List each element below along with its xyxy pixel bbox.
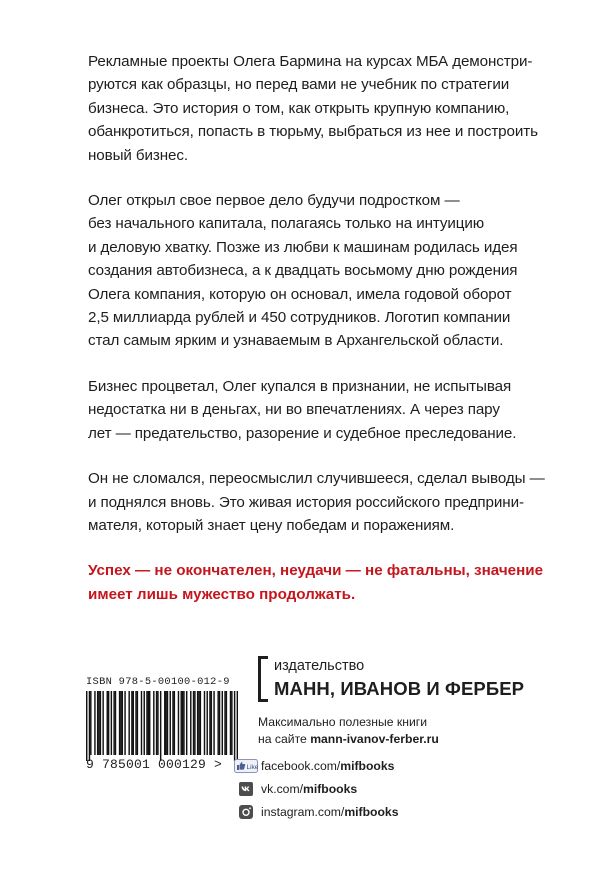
barcode-bar xyxy=(193,691,194,755)
barcode-bar xyxy=(149,691,150,755)
barcode-bar xyxy=(219,691,220,755)
barcode-bar xyxy=(100,691,101,755)
barcode-bar xyxy=(230,691,231,755)
barcode-bar xyxy=(153,691,154,755)
paragraph-2: Олег открыл свое первое дело будучи подростком — без начального капитала, полагаясь только на интуицию и деловую хватку. Позже из любви к машинам родилась идея создания автобизнеса, а к двадцать восьмому дню рождения Олега компания, которую он основал, имела годовой оборот 2,5 миллиарда рублей и 450 сотрудников. Логотип компании стал самым ярким и узнаваемым в Архангельской области. xyxy=(88,192,518,350)
barcode-bar xyxy=(137,691,138,755)
barcode-bar xyxy=(172,691,173,755)
barcode-bar xyxy=(194,691,195,755)
barcode-bars xyxy=(86,691,238,761)
barcode-bar xyxy=(111,691,112,755)
barcode-bar xyxy=(237,691,238,761)
barcode-bar xyxy=(108,691,109,755)
barcode-bar xyxy=(204,691,205,755)
barcode-bar xyxy=(98,691,99,755)
barcode-bar xyxy=(90,691,91,755)
barcode-bar xyxy=(156,691,157,755)
vk-icon xyxy=(234,782,258,799)
barcode-bar xyxy=(86,691,87,761)
svg-text:Like: Like xyxy=(246,764,258,771)
barcode-bar xyxy=(124,691,125,755)
barcode-bar xyxy=(197,691,198,755)
barcode-bar xyxy=(224,691,225,755)
barcode-digits: 9 785001 000129 > xyxy=(86,757,223,772)
barcode-bar xyxy=(144,691,145,755)
barcode-bar xyxy=(122,691,123,755)
barcode-bar xyxy=(217,691,218,755)
barcode-bar xyxy=(222,691,223,755)
publisher-desc-line2: на сайте mann-ivanov-ferber.ru xyxy=(258,732,439,746)
barcode-bar xyxy=(94,691,95,755)
barcode-bar xyxy=(157,691,158,755)
barcode-bar xyxy=(119,691,120,755)
barcode-bar xyxy=(141,691,142,755)
barcode-bar xyxy=(211,691,212,755)
publisher-name: МАНН, ИВАНОВ И ФЕРБЕР xyxy=(274,678,525,699)
barcode-bar xyxy=(128,691,129,755)
barcode-bar xyxy=(148,691,149,755)
bracket-mark xyxy=(258,656,268,702)
publisher-label: издательство xyxy=(274,658,365,674)
barcode-bar xyxy=(209,691,210,755)
highlight-quote: Успех — не окончателен, неудачи — не фатальны, значение имеет лишь мужество продолжать. xyxy=(88,562,544,603)
barcode-bar xyxy=(182,691,183,755)
barcode-bar xyxy=(133,691,134,755)
barcode-bar xyxy=(89,691,90,761)
barcode-bar xyxy=(170,691,171,755)
barcode-bar xyxy=(146,691,147,755)
publisher-site-link[interactable]: mann-ivanov-ferber.ru xyxy=(310,732,439,746)
barcode-bar xyxy=(160,691,161,761)
instagram-icon xyxy=(234,805,258,822)
barcode-bar xyxy=(135,691,136,755)
barcode-bar xyxy=(198,691,199,755)
barcode-bar xyxy=(165,691,166,755)
barcode-bar xyxy=(131,691,132,755)
barcode-bar xyxy=(174,691,175,755)
barcode-bar xyxy=(120,691,121,755)
barcode-bar xyxy=(200,691,201,755)
paragraph-4: Он не сломался, переосмыслил случившееся, сделал выводы — и поднялся вновь. Это живая история российского предприни- мателя, который знает цену победам и поражениям. xyxy=(88,470,545,534)
barcode-bar xyxy=(231,691,232,755)
barcode-bar xyxy=(180,691,181,755)
barcode-bar xyxy=(115,691,116,755)
barcode-bar xyxy=(164,691,165,755)
barcode-bar xyxy=(234,691,235,761)
paragraph-1: Рекламные проекты Олега Бармина на курсах МБА демонстри- руются как образцы, но перед вами не учебник по стратегии бизнеса. Это история о том, как открыть крупную компанию, обанкротиться, попасть в тюрьму, выбраться из нее и построить новый бизнес. xyxy=(88,53,538,164)
publisher-description xyxy=(258,714,439,748)
paragraph-3: Бизнес процветал, Олег купался в признании, не испытывая недостатка ни в деньгах, ни во впечатлениях. А через пару лет — предательство, разорение и судебное преследование. xyxy=(88,377,517,442)
publisher-desc-line1: Максимально полезные книги xyxy=(258,715,428,729)
barcode-bar xyxy=(102,691,103,755)
book-back-cover: Рекламные проекты Олега Бармина на курсах МБА демонстри- руются как образцы, но перед вами не учебник по стратегии бизнеса. Это история о том, как открыть крупную компанию, обанкротиться, попасть в тюрьму, выбраться из нее и построить новый бизнес. Олег открыл свое первое дело будучи подростком — без начального капитала, полагаясь только на интуицию и деловую хватку. Позже из любви к машинам родилась идея создания автобизнеса, а к двадцать восьмому дню рождения Олега компания, которую он основал, имела годовой оборот 2,5 миллиарда рублей и 450 сотрудников. Логотип компании стал самым ярким и узнаваемым в Архангельской области. Бизнес процветал, Олег купался в признании, не испытывая недостатка ни в деньгах, ни во впечатлениях. А через пару лет — предательство, разорение и судебное преследование. Он не сломался, переосмыслил случившееся, сделал выводы — и поднялся вновь. Это живая история российского предприни- мателя, который знает цену победам и поражениям. Успех — не окончателен, неудачи — не фатальны, значение имеет лишь мужество продолжать. ISBN 978-5-00100-012-9 9 785001 000129 > издательство МАНН, ИВАНОВ И ФЕРБЕР Максимально полезные книги на сайте mann-ivanov-ferber.ru Like facebook.com/mifbooks vk.com/mifbooks instagram.com/mifbooks xyxy=(0,0,608,872)
barcode-bar xyxy=(113,691,114,755)
barcode-bar xyxy=(226,691,227,755)
barcode-bar xyxy=(178,691,179,755)
barcode-bar xyxy=(207,691,208,755)
annotation-text xyxy=(88,50,545,606)
barcode-bar xyxy=(167,691,168,755)
isbn-number: ISBN 978-5-00100-012-9 xyxy=(86,676,230,688)
barcode-bar xyxy=(213,691,214,755)
barcode-bar xyxy=(107,691,108,755)
isbn-barcode xyxy=(86,676,246,772)
barcode-bar xyxy=(183,691,184,755)
barcode-bar xyxy=(97,691,98,755)
facebook-like-icon xyxy=(234,759,258,776)
barcode-bar xyxy=(186,691,187,755)
barcode-bar xyxy=(190,691,191,755)
